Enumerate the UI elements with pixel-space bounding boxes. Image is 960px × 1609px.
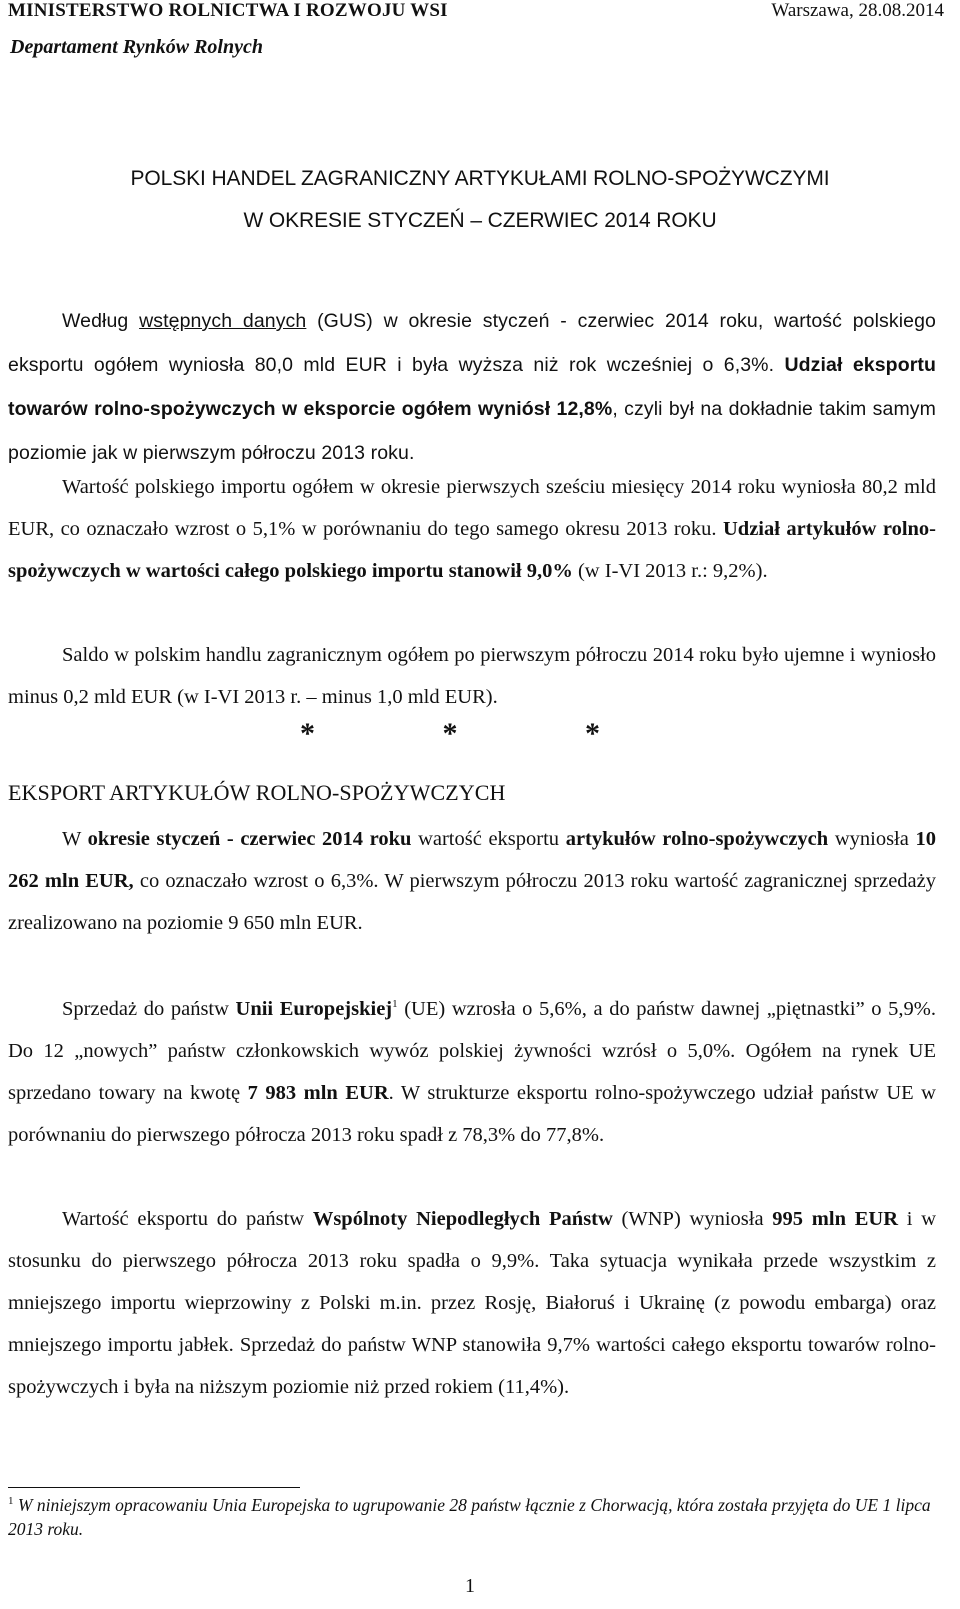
text-run: (WNP) wyniosła	[612, 1208, 773, 1230]
footnote-text: W niniejszym opracowaniu Unia Europejska to ugrupowanie 28 państw łącznie z Chorwacją, która została przyjęta do UE 1 lipca 2013 roku.	[8, 1495, 931, 1539]
text-run: (w I-VI 2013 r.: 9,2%).	[572, 560, 768, 582]
intro-paragraph-1	[8, 299, 936, 475]
emphasis-export-value: 10 262 mln EUR,	[8, 828, 936, 892]
intro-paragraph-2	[8, 466, 936, 592]
text-run: Według	[62, 310, 140, 332]
emphasis-import-share: Udział artykułów rolno-spożywczych w wartości całego polskiego importu stanowił 9,0%	[8, 518, 936, 582]
text-run: Saldo w polskim handlu zagranicznym ogółem po pierwszym półroczu 2014 roku było ujemne i wyniosło minus 0,2 mld EUR (w I-VI 2013 r. – minus 1,0 mld EUR).	[8, 644, 936, 708]
intro-paragraph-3	[8, 634, 936, 718]
emphasis-cis-value: 995 mln EUR	[772, 1208, 898, 1230]
footnote	[8, 1493, 938, 1541]
text-run: wyniosła	[828, 828, 916, 850]
ministry-name: MINISTERSTWO ROLNICTWA I ROZWOJU WSI	[8, 0, 448, 21]
emphasis-eu: Unii Europejskiej	[235, 998, 393, 1020]
footnote-reference[interactable]: 1	[392, 998, 398, 1011]
export-paragraph-2	[8, 988, 936, 1156]
footnote-marker: 1	[8, 1495, 14, 1508]
emphasis-period: okresie styczeń - czerwiec 2014 roku	[87, 828, 412, 850]
export-paragraph-3	[8, 1198, 936, 1408]
preliminary-data-link[interactable]: wstępnych danych	[139, 310, 307, 332]
text-run: wartość eksportu	[411, 828, 566, 850]
text-run: i w stosunku do pierwszego półrocza 2013 roku spadła o 9,9%. Taka sytuacja wynikała przede wszystkim z mniejszego importu wieprzowiny z Polski m.in. przez Rosję, Białoruś i Ukrainę (z powodu embarga) oraz mniejszego importu jabłek. Sprzedaż do państw WNP stanowiła 9,7% wartości całego eksportu towarów rolno-spożywczych i była na niższym poziomie niż przed rokiem (11,4%).	[8, 1208, 936, 1398]
emphasis-cis: Wspólnoty Niepodległych Państw	[312, 1208, 613, 1230]
place-date: Warszawa, 28.08.2014	[771, 0, 944, 21]
document-title-line-2: W OKRESIE STYCZEŃ – CZERWIEC 2014 ROKU	[243, 209, 717, 232]
text-run: , czyli był na dokładnie takim samym poziomie jak w pierwszym półroczu 2013 roku.	[8, 398, 936, 464]
text-run: (GUS) w okresie styczeń - czerwiec 2014 roku, wartość polskiego eksportu ogółem wyniosła 80,0 mld EUR i była wyższa niż rok wcześniej o 6,3%.	[8, 310, 936, 376]
text-run: W	[62, 828, 88, 850]
emphasis-eu-value: 7 983 mln EUR	[247, 1082, 389, 1104]
section-separator: * * *	[300, 717, 660, 750]
emphasis-agri-food: artykułów rolno-spożywczych	[565, 828, 829, 850]
text-run: Sprzedaż do państw	[62, 998, 236, 1020]
export-paragraph-1	[8, 818, 936, 944]
export-section-heading: EKSPORT ARTYKUŁÓW ROLNO-SPOŻYWCZYCH	[8, 780, 506, 805]
text-run: Wartość polskiego importu ogółem w okresie pierwszych sześciu miesięcy 2014 roku wyniosła 80,2 mld EUR, co oznaczało wzrost o 5,1% w porównaniu do tego samego okresu 2013 roku.	[8, 476, 936, 540]
document-title-line-1: POLSKI HANDEL ZAGRANICZNY ARTYKUŁAMI ROLNO-SPOŻYWCZYMI	[130, 167, 830, 190]
emphasis-export-share: Udział eksportu towarów rolno-spożywczych w eksporcie ogółem wyniósł 12,8%	[8, 354, 936, 420]
footnote-divider	[8, 1487, 300, 1488]
text-run: Wartość eksportu do państw	[62, 1208, 313, 1230]
page-number: 1	[465, 1575, 475, 1597]
text-run: (UE) wzrosła o 5,6%, a do państw dawnej „piętnastki” o 5,9%. Do 12 „nowych” państw członkowskich wywóz polskiej żywności wzrósł o 5,0%. Ogółem na rynek UE sprzedano towary na kwotę	[8, 998, 936, 1104]
letterhead	[8, 0, 952, 28]
department-name: Departament Rynków Rolnych	[10, 36, 263, 58]
text-run: co oznaczało wzrost o 6,3%. W pierwszym półroczu 2013 roku wartość zagranicznej sprzedaży zrealizowano na poziomie 9 650 mln EUR.	[8, 870, 936, 934]
text-run: . W strukturze eksportu rolno-spożywczego udział państw UE w porównaniu do pierwszego półrocza 2013 roku spadł z 78,3% do 77,8%.	[8, 1082, 936, 1146]
